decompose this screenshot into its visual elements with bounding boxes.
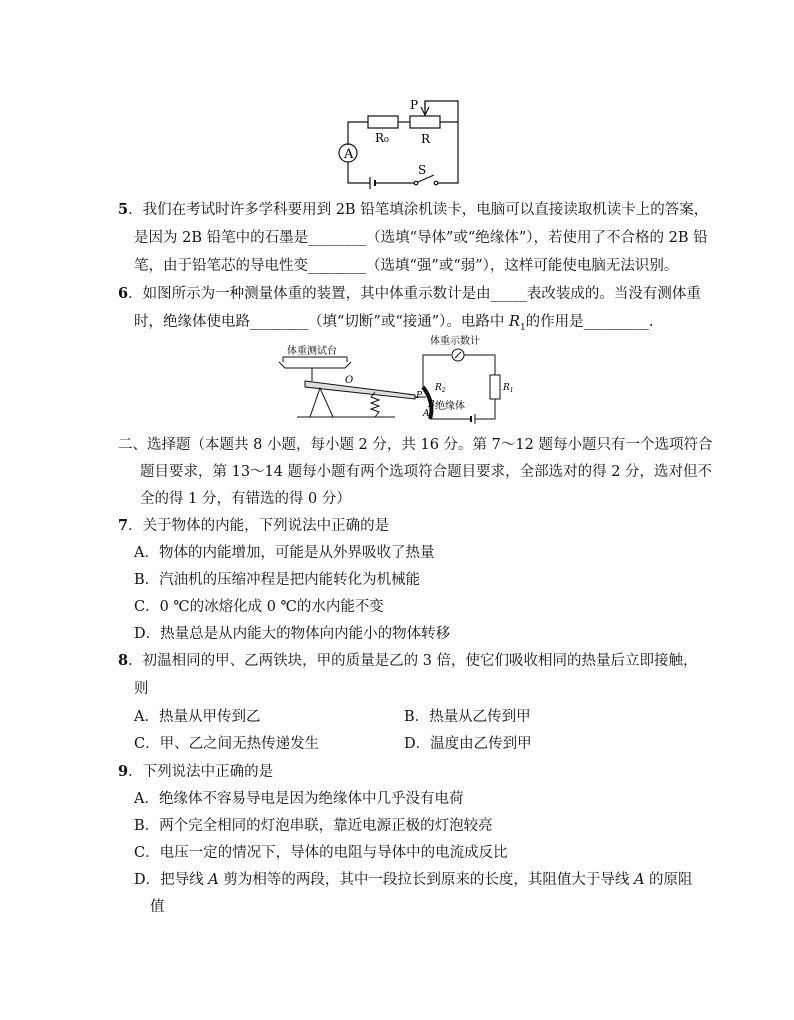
r1-var: R [503,383,510,393]
q7-stem-text: ．关于物体的内能，下列说法中正确的是 [128,518,390,534]
a-label: A [423,409,430,419]
q8-stem-1 [118,651,698,671]
q8-stem-2: 则 [134,681,149,697]
q9-d-var-1: A [208,872,219,888]
meter-label: 体重示数计 [430,336,480,347]
platform-label: 体重测试台 [287,346,337,357]
switch-label: S [418,163,427,177]
q6-line-1 [118,284,701,304]
q9-option-d-line-1 [134,870,693,890]
q7-number: 7 [118,517,129,534]
q9-option-d-line-2: 值 [150,899,165,915]
pivot-label: O [345,375,354,386]
section2-line-2: 题目要求，第 13～14 题每小题有两个选项符合题目要求，全部选对的得 2 分，选对但不 [140,464,713,480]
ammeter-label: A [344,147,354,162]
scale-diagram [275,335,525,427]
section2-line-1: 二、选择题（本题共 8 小题，每小题 2 分，共 16 分。第 7～12 题每小题只有一个选项符合 [118,437,713,453]
r2-sub: 2 [441,387,446,394]
r1-sub: 1 [509,387,514,394]
r1-label [502,383,514,394]
q5-line-2: 是因为 2B 铅笔中的石墨是________（选填“导体”或“绝缘体”），若使用了不合格的 2B 铅 [134,230,708,246]
circuit-diagram [330,95,465,190]
b-label: B [428,400,435,410]
q8-option-b: B．热量从乙传到甲 [404,709,531,725]
q8-option-a: A．热量从甲传到乙 [134,709,261,725]
r2-label [434,383,446,394]
q9-number: 9 [118,763,129,780]
q9-d-text-c: 的原阻 [644,872,693,888]
q6-text-1: ．如图所示为一种测量体重的装置，其中体重示数计是由_____表改装成的。当没有测体重 [128,286,701,302]
circuit-figure [330,95,465,190]
q5-number: 5 [118,201,129,218]
q9-option-b: B．两个完全相同的灯泡串联，靠近电源正极的灯泡较亮 [134,818,493,834]
q8-option-c: C．甲、乙之间无热传递发生 [134,736,320,752]
slider-label: P [410,98,419,112]
rheostat-r [410,116,440,128]
scale-figure [275,335,525,427]
q8-number: 8 [118,652,129,669]
q6-text-2a: 时，绝缘体使电路________（填“切断”或“接通”）。电路中 [134,314,510,330]
q5-text-1: ．我们在考试时许多学科要用到 2B 铅笔填涂机读卡，电脑可以直接读取机读卡上的答案， [128,202,709,218]
resistor-r0 [368,116,398,128]
q9-d-text-a: D．把导线 [134,872,209,888]
q9-d-var-2: A [633,872,645,888]
q9-option-c: C．电压一定的情况下，导体的电阻与导体中的电流成反比 [134,845,508,861]
q7-option-d: D．热量总是从内能大的物体向内能小的物体转移 [134,626,451,642]
q5-line-3: 笔，由于铅笔芯的导电性变________（选填“强”或“弱”），这样可能使电脑无法识别。 [134,258,679,274]
q9-stem [118,762,273,782]
insulator-label: 绝缘体 [435,401,465,412]
section2-line-3: 全的得 1 分，有错选的得 0 分） [140,491,351,507]
q6-number: 6 [118,285,129,302]
q9-stem-text: ．下列说法中正确的是 [128,764,274,780]
q6-r1-var: R [509,314,520,330]
p-label: P [416,391,423,401]
r0-label: R₀ [375,131,389,145]
q6-line-2 [134,312,654,338]
q9-option-a: A．绝缘体不容易导电是因为绝缘体中几乎没有电荷 [134,791,464,807]
q7-option-b: B．汽油机的压缩冲程是把内能转化为机械能 [134,572,421,588]
q7-option-a: A．物体的内能增加，可能是从外界吸收了热量 [134,545,435,561]
q7-option-c: C．0 ℃的冰熔化成 0 ℃的水内能不变 [134,599,384,615]
q8-option-d: D．温度由乙传到甲 [404,736,532,752]
rheostat-label: R [421,132,431,146]
r2-var: R [435,383,442,393]
q8-stem-text: ．初温相同的甲、乙两铁块，甲的质量是乙的 3 倍，使它们吸收相同的热量后立即接触， [128,653,698,669]
resistor-r1 [490,375,500,399]
q7-stem [118,516,389,536]
q6-r1-sub: 1 [519,322,526,333]
q6-text-2b: 的作用是_________. [525,314,654,330]
q9-d-text-b: 剪为相等的两段，其中一段拉长到原来的长度，其阻值大于导线 [218,872,634,888]
q5-line-1 [118,200,708,220]
